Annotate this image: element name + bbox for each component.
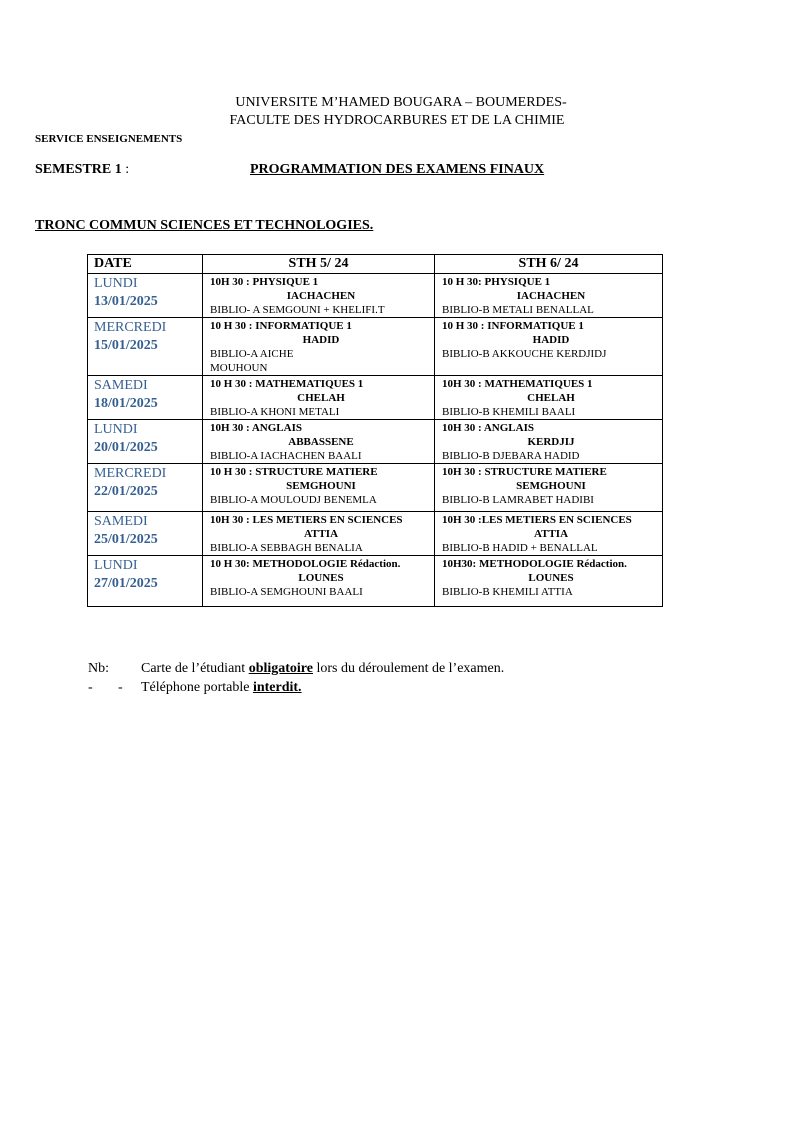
exam-cell-sth6 — [435, 556, 663, 607]
exam-time-subject: 10 H 30 : INFORMATIQUE 1 — [210, 320, 352, 332]
exam-room-staff: BIBLIO-A SEMGHOUNI BAALI — [210, 586, 363, 598]
exam-time-subject: 10 H 30 : INFORMATIQUE 1 — [442, 320, 584, 332]
table-row — [88, 512, 663, 556]
exam-room-staff: BIBLIO-B LAMRABET HADIBI — [442, 494, 594, 506]
exam-date: 13/01/2025 — [94, 294, 158, 309]
semester-text: SEMESTRE 1 — [35, 162, 122, 177]
exam-professor: ABBASSENE — [288, 436, 354, 448]
exam-date: 18/01/2025 — [94, 396, 158, 411]
university-name: UNIVERSITE M’HAMED BOUGARA – BOUMERDES- — [235, 95, 567, 110]
exam-date: 15/01/2025 — [94, 338, 158, 353]
exam-time-subject: 10H 30 : ANGLAIS — [442, 422, 534, 434]
table-row — [88, 376, 663, 420]
day-name: SAMEDI — [94, 378, 148, 393]
exam-time-subject: 10 H 30: PHYSIQUE 1 — [442, 276, 551, 288]
exam-schedule-table — [87, 254, 663, 607]
exam-room-staff: BIBLIO-B KHEMILI ATTIA — [442, 586, 573, 598]
date-cell — [88, 556, 203, 607]
note-text: Téléphone portable interdit. — [141, 680, 302, 695]
date-cell — [88, 464, 203, 512]
exam-professor: IACHACHEN — [516, 290, 586, 302]
exam-cell-sth5 — [203, 420, 435, 464]
table-row — [88, 464, 663, 512]
track-title: TRONC COMMUN SCIENCES ET TECHNOLOGIES. — [35, 218, 374, 233]
exam-cell-sth6 — [435, 274, 663, 318]
exam-room-staff-extra: MOUHOUN — [210, 362, 268, 374]
exam-room-staff: BIBLIO-B METALI BENALLAL — [442, 304, 594, 316]
day-name: SAMEDI — [94, 514, 148, 529]
exam-cell-sth6 — [435, 318, 663, 376]
exam-cell-sth5 — [203, 376, 435, 420]
exam-professor: ATTIA — [533, 528, 569, 540]
exam-time-subject: 10H 30 : LES METIERS EN SCIENCES — [210, 514, 403, 526]
exam-room-staff: BIBLIO-B KHEMILI BAALI — [442, 406, 576, 418]
date-cell — [88, 420, 203, 464]
table-header-row — [88, 255, 663, 274]
exam-professor: LOUNES — [298, 572, 344, 584]
exam-time-subject: 10H 30 : STRUCTURE MATIERE — [442, 466, 607, 478]
table-row — [88, 556, 663, 607]
exam-time-subject: 10H30: METHODOLOGIE Rédaction. — [442, 558, 627, 570]
exam-cell-sth6 — [435, 420, 663, 464]
exam-professor: HADID — [532, 334, 570, 346]
table-row — [88, 420, 663, 464]
exam-professor: LOUNES — [528, 572, 574, 584]
exam-cell-sth5 — [203, 274, 435, 318]
exam-cell-sth5 — [203, 318, 435, 376]
exam-professor: KERDJIJ — [527, 436, 575, 448]
exam-professor: HADID — [302, 334, 340, 346]
date-cell — [88, 512, 203, 556]
day-name: LUNDI — [94, 558, 138, 573]
exam-time-subject: 10H 30 : MATHEMATIQUES 1 — [442, 378, 593, 390]
day-name: LUNDI — [94, 422, 138, 437]
date-cell — [88, 318, 203, 376]
day-name: MERCREDI — [94, 320, 167, 335]
exam-cell-sth6 — [435, 464, 663, 512]
column-header-sth5: STH 5/ 24 — [203, 255, 435, 274]
exam-room-staff: BIBLIO-A AICHE — [210, 348, 294, 360]
service-label: SERVICE ENSEIGNEMENTS — [35, 133, 183, 145]
exam-time-subject: 10H 30 : PHYSIQUE 1 — [210, 276, 319, 288]
day-name: LUNDI — [94, 276, 138, 291]
day-name: MERCREDI — [94, 466, 167, 481]
note-emphasis: obligatoire — [248, 661, 313, 676]
exam-date: 25/01/2025 — [94, 532, 158, 547]
exam-cell-sth6 — [435, 512, 663, 556]
exam-time-subject: 10 H 30 : MATHEMATIQUES 1 — [210, 378, 364, 390]
exam-room-staff: BIBLIO-B HADID + BENALLAL — [442, 542, 598, 554]
date-cell — [88, 274, 203, 318]
exam-time-subject: 10H 30 : ANGLAIS — [210, 422, 302, 434]
exam-date: 22/01/2025 — [94, 484, 158, 499]
exam-room-staff: BIBLIO-A KHONI METALI — [210, 406, 340, 418]
exam-room-staff: BIBLIO-B AKKOUCHE KERDJIDJ — [442, 348, 607, 360]
exam-time-subject: 10H 30 :LES METIERS EN SCIENCES — [442, 514, 632, 526]
semester-separator: : — [121, 162, 130, 177]
note-text: Carte de l’étudiant obligatoire lors du déroulement de l’examen. — [141, 661, 505, 676]
semester-label — [35, 162, 129, 178]
exam-room-staff: BIBLIO-A SEBBAGH BENALIA — [210, 542, 363, 554]
column-header-date: DATE — [88, 255, 203, 274]
table-row — [88, 274, 663, 318]
exam-professor: IACHACHEN — [286, 290, 356, 302]
note-emphasis: interdit. — [252, 680, 302, 695]
exam-cell-sth6 — [435, 376, 663, 420]
exam-professor: CHELAH — [527, 392, 575, 404]
exam-time-subject: 10 H 30 : STRUCTURE MATIERE — [210, 466, 378, 478]
exam-cell-sth5 — [203, 464, 435, 512]
note-bullet: - — [118, 680, 123, 695]
exam-professor: SEMGHOUNI — [286, 480, 356, 492]
exam-professor: ATTIA — [303, 528, 339, 540]
exam-time-subject: 10 H 30: METHODOLOGIE Rédaction. — [210, 558, 401, 570]
exam-professor: CHELAH — [297, 392, 345, 404]
column-header-sth6: STH 6/ 24 — [435, 255, 663, 274]
exam-cell-sth5 — [203, 512, 435, 556]
notes-label: Nb: - — [88, 661, 109, 695]
exam-room-staff: BIBLIO-A MOULOUDJ BENEMLA — [210, 494, 377, 506]
exam-date: 27/01/2025 — [94, 576, 158, 591]
exam-professor: SEMGHOUNI — [516, 480, 586, 492]
date-cell — [88, 376, 203, 420]
page-title: PROGRAMMATION DES EXAMENS FINAUX — [250, 162, 545, 177]
exam-date: 20/01/2025 — [94, 440, 158, 455]
faculty-name: FACULTE DES HYDROCARBURES ET DE LA CHIMIE — [229, 113, 565, 128]
exam-room-staff: BIBLIO-B DJEBARA HADID — [442, 450, 580, 462]
exam-cell-sth5 — [203, 556, 435, 607]
table-row — [88, 318, 663, 376]
exam-room-staff: BIBLIO-A IACHACHEN BAALI — [210, 450, 362, 462]
exam-room-staff: BIBLIO- A SEMGOUNI + KHELIFI.T — [210, 304, 385, 316]
